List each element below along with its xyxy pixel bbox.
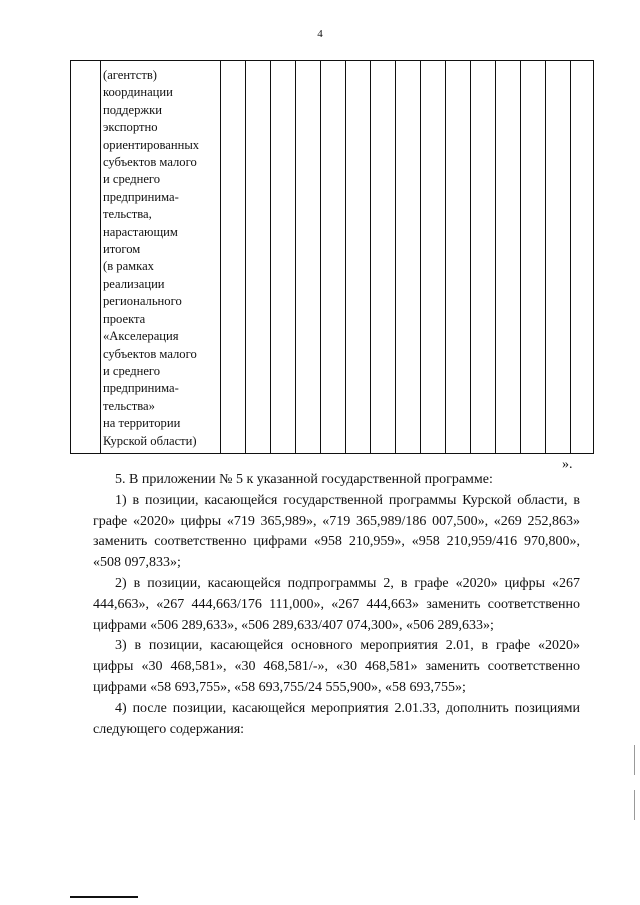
table-cell-value bbox=[546, 61, 571, 454]
footer-rule bbox=[70, 896, 138, 898]
indicator-line: итогом bbox=[103, 242, 141, 257]
closing-quote: ». bbox=[562, 457, 573, 472]
table-cell-value bbox=[471, 61, 496, 454]
indicator-line: тельства, bbox=[103, 207, 152, 222]
table-cell-value bbox=[446, 61, 471, 454]
table-cell-value bbox=[396, 61, 421, 454]
paragraph-subitem-3: 3) в позиции, касающейся основного мероприятия 2.01, в графе «2020» цифры «30 468,581», «30 468,581/-», «30 468,581» заменить соответственно цифрами «58 693,755», «58 693,755/24 555,900», «58 693,755»; bbox=[93, 638, 580, 695]
table-cell-value bbox=[571, 61, 594, 454]
indicator-line: поддержки bbox=[103, 102, 162, 117]
table-cell-value bbox=[496, 61, 521, 454]
paragraph-subitem-2: 2) в позиции, касающейся подпрограммы 2, в графе «2020» цифры «267 444,663», «267 444,663/176 111,000», «267 444,663» заменить соответственно цифрами «506 289,633», «506 289,633/407 074,300», «506 289,633»; bbox=[93, 575, 580, 633]
table-cell-value bbox=[371, 61, 396, 454]
indicator-line: и среднего bbox=[103, 172, 161, 187]
indicator-line: экспортно bbox=[103, 120, 158, 135]
table-cell-value bbox=[221, 61, 246, 454]
indicator-line: проекта bbox=[103, 311, 146, 326]
table-cell-indicator-name bbox=[101, 61, 221, 454]
page-number: 4 bbox=[317, 28, 323, 40]
table-cell-value bbox=[421, 61, 446, 454]
indicator-line: регионального bbox=[103, 294, 182, 309]
indicator-line: субъектов малого bbox=[103, 155, 197, 170]
indicator-line: ориентированных bbox=[103, 137, 200, 152]
table-cell-value bbox=[271, 61, 296, 454]
indicator-line: на территории bbox=[103, 416, 181, 431]
document-body bbox=[93, 470, 580, 740]
indicator-line: предпринима- bbox=[103, 381, 179, 396]
paragraph-subitem-1: 1) в позиции, касающейся государственной программы Курской области, в графе «2020» цифры «719 365,989», «719 365,989/186 007,500», «269 252,863» заменить соответственно цифрами «958 210,959», «958 210,959/416 970,800», «508 097,833»; bbox=[93, 492, 580, 571]
indicator-line: предпринима- bbox=[103, 189, 179, 204]
indicator-line: (в рамках bbox=[103, 259, 154, 274]
indicator-line: «Акселерация bbox=[103, 329, 179, 344]
paragraph-subitem-4: 4) после позиции, касающейся мероприятия 2.01.33, дополнить позициями следующего содержания: bbox=[93, 700, 580, 737]
indicator-line: нарастающим bbox=[103, 224, 178, 239]
indicator-line: субъектов малого bbox=[103, 346, 197, 361]
indicator-line: и среднего bbox=[103, 363, 161, 378]
table-cell-value bbox=[296, 61, 321, 454]
table-cell-value bbox=[521, 61, 546, 454]
continued-table bbox=[70, 60, 594, 454]
table-cell-value bbox=[346, 61, 371, 454]
indicator-line: координации bbox=[103, 85, 173, 100]
indicator-line: реализации bbox=[103, 276, 165, 291]
margin-scan-mark bbox=[634, 790, 635, 820]
table-row bbox=[71, 61, 594, 454]
table-cell-number bbox=[71, 61, 101, 454]
margin-scan-mark bbox=[634, 745, 635, 775]
indicator-line: (агентств) bbox=[103, 68, 158, 82]
indicator-line: тельства» bbox=[103, 398, 155, 413]
indicator-line: Курской области) bbox=[103, 433, 197, 448]
paragraph-item-5: 5. В приложении № 5 к указанной государственной программе: bbox=[115, 472, 493, 487]
table-cell-value bbox=[321, 61, 346, 454]
table-cell-value bbox=[246, 61, 271, 454]
